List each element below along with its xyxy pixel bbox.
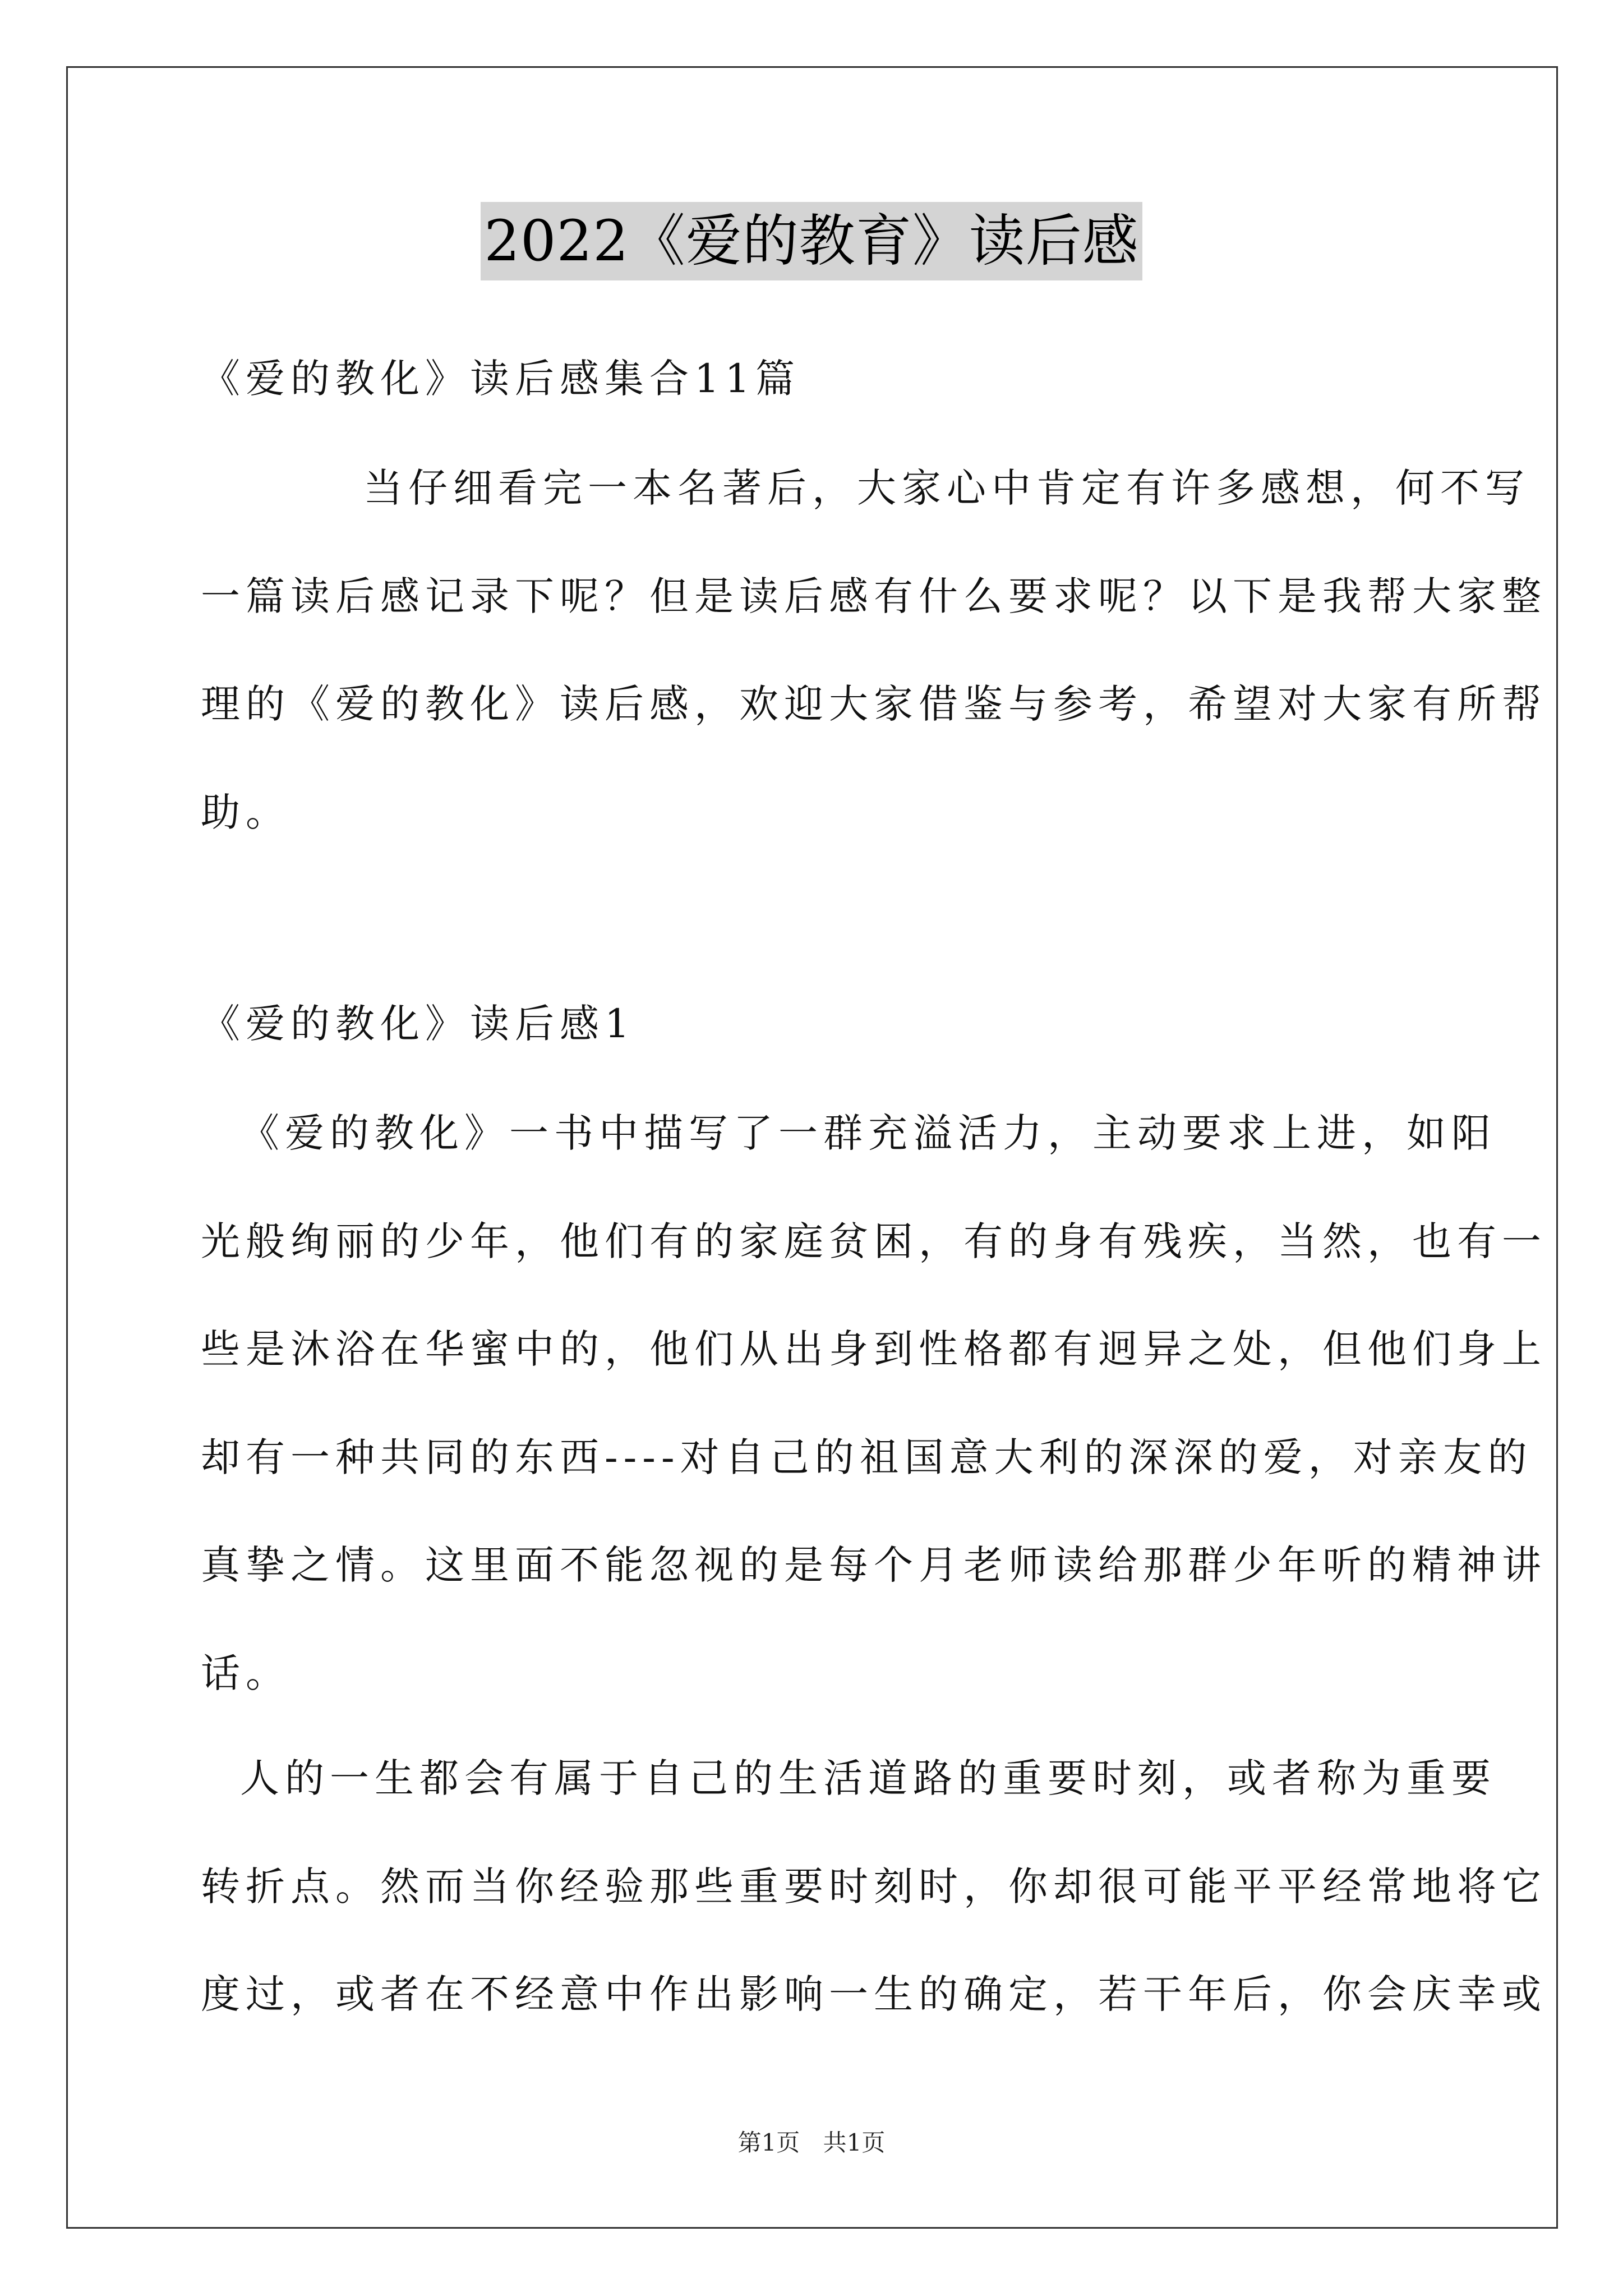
paragraph-line: 光般绚丽的少年，他们有的家庭贫困，有的身有残疾，当然，也有一	[201, 1218, 1547, 1264]
page-footer	[0, 2126, 1623, 2160]
page-number: 第1页	[737, 2129, 800, 2156]
paragraph-line: 度过，或者在不经意中作出影响一生的确定，若干年后，你会庆幸或	[201, 1971, 1547, 2017]
page-total: 共1页	[823, 2129, 886, 2156]
paragraph-line: 转折点。然而当你经验那些重要时刻时，你却很可能平平经常地将它	[201, 1864, 1547, 1910]
paragraph-line: 话。	[201, 1650, 291, 1696]
paragraph-line: 《爱的教化》一书中描写了一群充溢活力，主动要求上进，如阳	[240, 1110, 1496, 1156]
intro-line: 当仔细看完一本名著后，大家心中肯定有许多感想，何不写	[363, 465, 1530, 511]
paragraph-line: 些是沐浴在华蜜中的，他们从出身到性格都有迥异之处，但他们身上	[201, 1326, 1547, 1372]
document-subtitle: 《爱的教化》读后感集合11篇	[201, 356, 801, 402]
section-heading: 《爱的教化》读后感1	[201, 1001, 635, 1047]
document-title: 2022《爱的教育》读后感	[481, 202, 1142, 280]
intro-line: 一篇读后感记录下呢？但是读后感有什么要求呢？以下是我帮大家整	[201, 573, 1547, 619]
paragraph-line: 却有一种共同的东西----对自己的祖国意大利的深深的爱，对亲友的	[201, 1434, 1533, 1480]
paragraph-line: 人的一生都会有属于自己的生活道路的重要时刻，或者称为重要	[240, 1755, 1496, 1801]
title-container	[0, 202, 1623, 280]
intro-line: 助。	[201, 789, 291, 835]
paragraph-line: 真挚之情。这里面不能忽视的是每个月老师读给那群少年听的精神讲	[201, 1542, 1547, 1588]
intro-line: 理的《爱的教化》读后感，欢迎大家借鉴与参考，希望对大家有所帮	[201, 681, 1547, 727]
